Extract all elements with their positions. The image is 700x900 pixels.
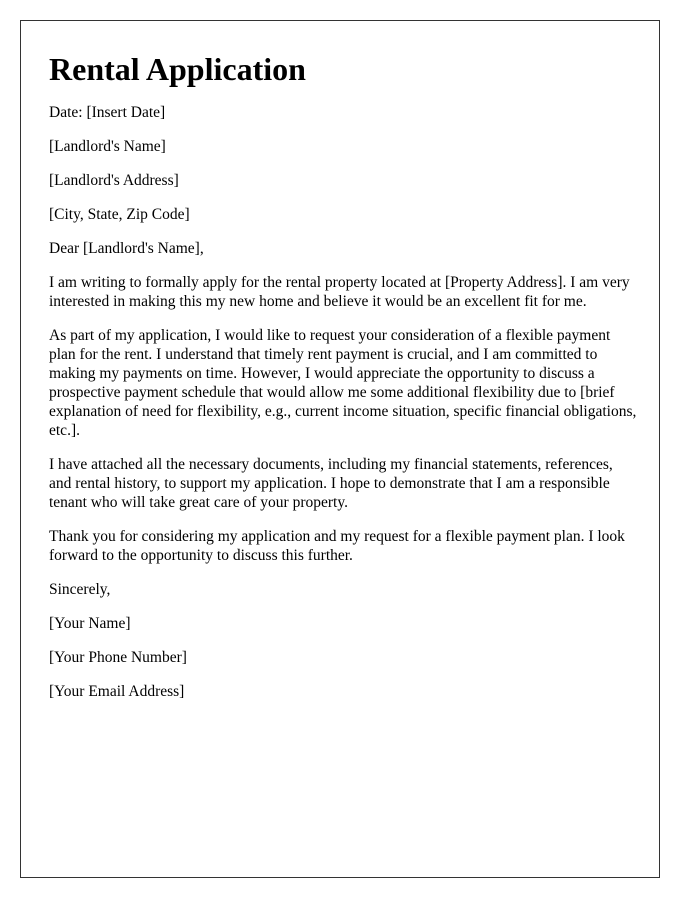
date-line: Date: [Insert Date]	[49, 104, 166, 121]
body-paragraph-thanks: Thank you for considering my application and my request for a flexible payment plan. I look forward to the opportunity to discuss this further.	[49, 528, 625, 564]
signature-name: [Your Name]	[49, 615, 131, 632]
salutation: Dear [Landlord's Name],	[49, 240, 204, 257]
city-state-zip: [City, State, Zip Code]	[49, 206, 190, 223]
landlord-address: [Landlord's Address]	[49, 172, 179, 189]
page-title: Rental Application	[49, 51, 306, 87]
landlord-name: [Landlord's Name]	[49, 138, 166, 155]
letter-page	[20, 20, 660, 878]
body-paragraph-documents: I have attached all the necessary documents, including my financial statements, references, and rental history, to support my application. I hope to demonstrate that I am a responsible tenant who will take great care of your property.	[49, 456, 613, 511]
signature-phone: [Your Phone Number]	[49, 649, 187, 666]
signature-email: [Your Email Address]	[49, 683, 185, 700]
body-paragraph-intro: I am writing to formally apply for the rental property located at [Property Address]. I am very interested in making this my new home and believe it would be an excellent fit for me.	[49, 274, 630, 310]
body-paragraph-payment-plan: As part of my application, I would like to request your consideration of a flexible payment plan for the rent. I understand that timely rent payment is crucial, and I am committed to making my payments on time. However, I would appreciate the opportunity to discuss a prospective payment schedule that would allow me some additional flexibility due to [brief explanation of need for flexibility, e.g., current income situation, specific financial obligations, etc.].	[49, 327, 637, 439]
closing: Sincerely,	[49, 581, 111, 598]
letter-content	[49, 49, 637, 716]
